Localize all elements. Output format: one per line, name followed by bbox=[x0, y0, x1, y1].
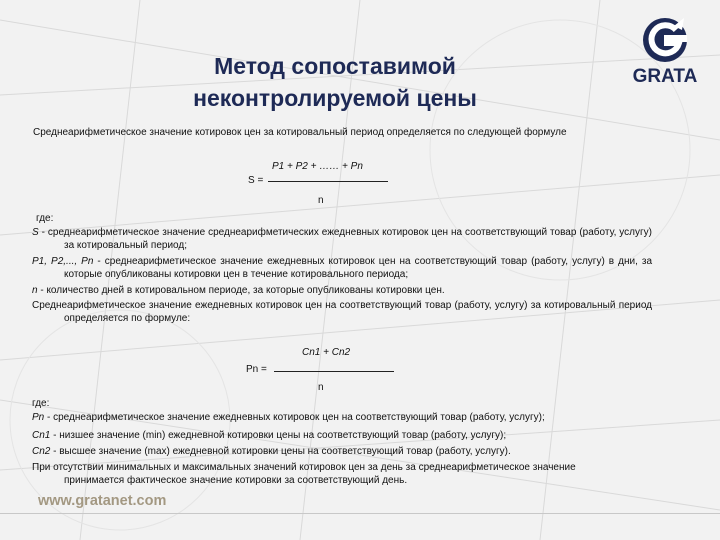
formula1-lhs: S = bbox=[248, 175, 264, 186]
definition-text: - низшее значение (min) ежедневной котировки цены на соответствующий товар (работу, услугу); bbox=[50, 430, 507, 441]
title-line-1: Метод сопоставимой bbox=[214, 53, 456, 79]
formula1-denominator: n bbox=[318, 195, 324, 206]
definition-text: - среднеарифметическое значение среднеарифметических ежедневных котировок цен на соответствующий товар (работу, услугу) за котировальный период; bbox=[38, 227, 652, 251]
intro-text: Среднеарифметическое значение котировок цен за котировальный период определяется по следующей формуле bbox=[33, 127, 567, 138]
where-label-1: где: bbox=[36, 213, 54, 224]
definition-p bbox=[32, 255, 652, 281]
formula2-denominator: n bbox=[318, 382, 324, 393]
definition-text: - количество дней в котировальном периоде, за которые опубликованы котировки цен. bbox=[37, 285, 445, 296]
page-title bbox=[100, 50, 570, 114]
grata-logo bbox=[624, 16, 706, 87]
formula2-numerator: Cn1 + Cn2 bbox=[302, 347, 351, 358]
closing-text: При отсутствии минимальных и максимальных значений котировок цен за день за среднеарифметическое значение принимается фактическое значение котировки за соответствующий день. bbox=[32, 462, 576, 486]
logo-wordmark: GRATA bbox=[632, 66, 698, 87]
formula1-fraction-bar bbox=[268, 181, 388, 182]
definition-cn2 bbox=[32, 445, 672, 458]
definition-cn1 bbox=[32, 429, 672, 442]
formula1-numerator: P1 + P2 + …… + Pn bbox=[272, 161, 363, 172]
definition-s bbox=[32, 226, 652, 252]
where-label-2: где: bbox=[32, 398, 50, 409]
definition-symbol: Pn bbox=[32, 412, 45, 423]
definition-symbol: S bbox=[32, 227, 39, 238]
formula2-fraction-bar bbox=[274, 371, 394, 372]
definition-symbol: Cn2 bbox=[32, 446, 51, 457]
title-line-2: неконтролируемой цены bbox=[193, 85, 477, 111]
definition-symbol: n bbox=[32, 285, 38, 296]
definition-text: - среднеарифметическое значение ежедневных котировок цен на соответствующий товар (работу, услугу) в дни, за которые опубликованы котировки цен в течение котировального периода; bbox=[64, 256, 653, 280]
footer-url-link[interactable]: www.gratanet.com bbox=[38, 493, 167, 509]
definition-pn bbox=[32, 411, 672, 424]
definition-text: - высшее значение (max) ежедневной котировки цены на соответствующий товар (работу, услугу). bbox=[50, 446, 511, 457]
definition-symbol: P1, P2,..., Pn bbox=[32, 256, 94, 267]
intro-text-2: Среднеарифметическое значение ежедневных котировок цен на соответствующий товар (работу, услугу) за котировальный период определяется по формуле: bbox=[32, 300, 652, 324]
footer-divider bbox=[0, 513, 720, 514]
definition-text: - среднеарифметическое значение ежедневных котировок цен на соответствующий товар (работу, услугу); bbox=[44, 412, 545, 423]
grata-g-logo-icon bbox=[624, 16, 706, 66]
definition-n bbox=[32, 284, 620, 297]
definition-symbol: Cn1 bbox=[32, 430, 51, 441]
formula2-lhs: Pn = bbox=[246, 364, 267, 375]
